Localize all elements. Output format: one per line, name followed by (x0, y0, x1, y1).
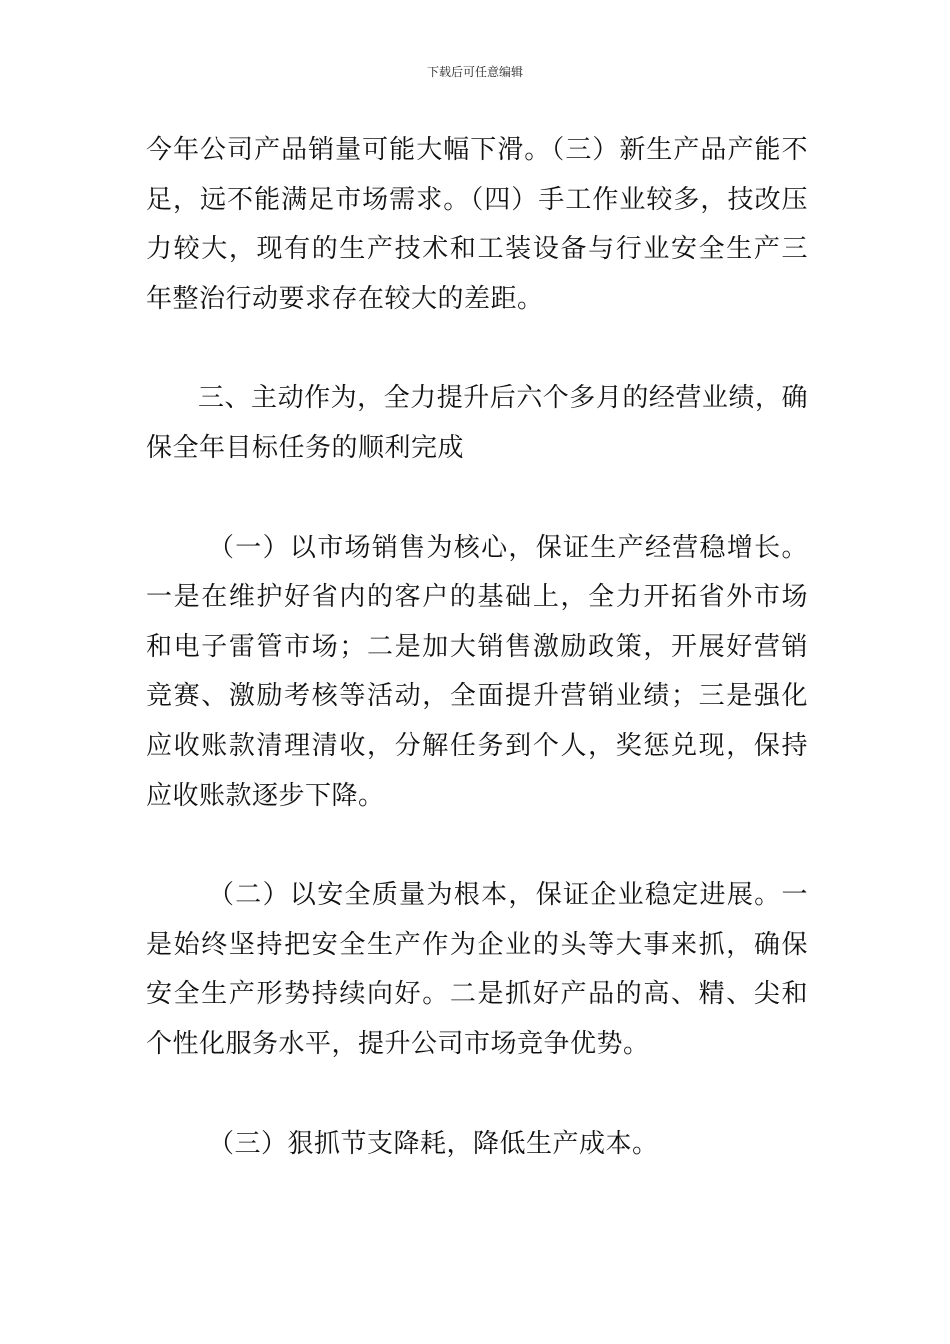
paragraph-item-one: （一）以市场销售为核心，保证生产经营稳增长。一是在维护好省内的客户的基础上，全力开拓省外市场和电子雷管市场；二是加大销售激励政策，开展好营销竞赛、激励考核等活动，全面提升营销业绩；三是强化应收账款清理清收，分解任务到个人，奖惩兑现，保持应收账款逐步下降。 (146, 532, 808, 811)
paragraph-item-three: （三）狠抓节支降耗，降低生产成本。 (208, 1128, 659, 1159)
paragraph-item-two: （二）以安全质量为根本，保证企业稳定进展。一是始终坚持把安全生产作为企业的头等大事来抓，确保安全生产形势持续向好。二是抓好产品的高、精、尖和个性化服务水平，提升公司市场竞争优势。 (146, 880, 808, 1059)
paragraph-continuation: 今年公司产品销量可能大幅下滑。（三）新生产品产能不足，远不能满足市场需求。（四）手工作业较多，技改压力较大，现有的生产技术和工装设备与行业安全生产三年整治行动要求存在较大的差距。 (146, 135, 808, 314)
page-header-note: 下载后可任意编辑 (426, 65, 523, 79)
paragraph-section-three-heading: 三、主动作为，全力提升后六个多月的经营业绩，确保全年目标任务的顺利完成 (146, 383, 808, 463)
document-body (146, 126, 808, 1169)
